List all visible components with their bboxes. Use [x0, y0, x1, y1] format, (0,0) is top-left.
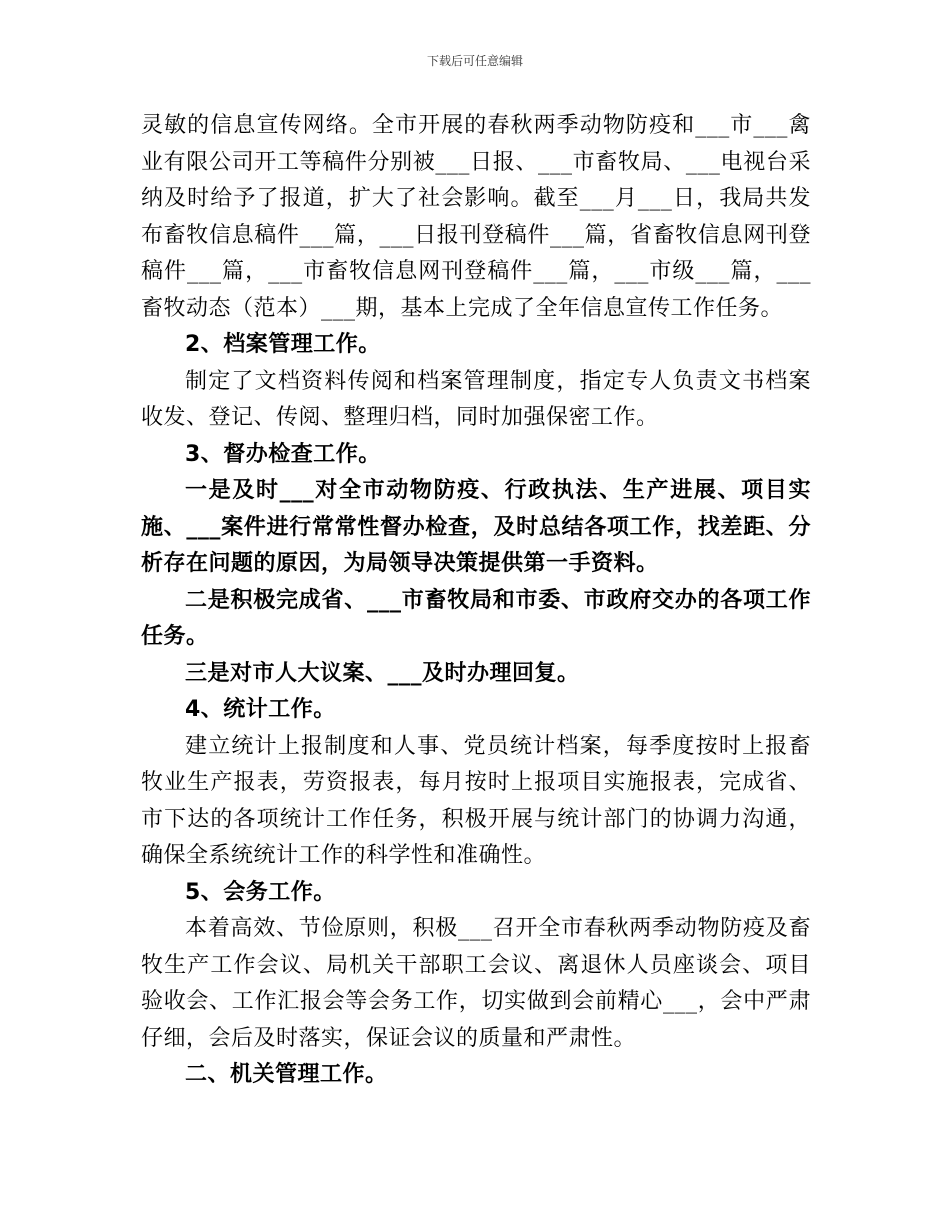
section-heading-statistics: 4、统计工作。: [185, 697, 336, 722]
paragraph-1: 灵敏的信息宣传网络。全市开展的春秋两季动物防疫和___市___禽业有限公司开工等稿件分别被___日报、___市畜牧局、___电视台采纳及时给予了报道，扩大了社会影响。截至___月___日，我局共发布畜牧信息稿件___篇，___日报刊登稿件___篇，省畜牧信息网刊登稿件___篇，___市畜牧信息网刊登稿件___篇，___市级___篇，___畜牧动态（范本）___期，基本上完成了全年信息宣传工作任务。: [141, 113, 811, 321]
paragraph-meetings: 本着高效、节俭原则，积极___召开全市春秋两季动物防疫及畜牧生产工作会议、局机关干部职工会议、离退休人员座谈会、项目验收会、工作汇报会等会务工作，切实做到会前精心___，会中严肃仔细，会后及时落实，保证会议的质量和严肃性。: [141, 916, 811, 1051]
paragraph-statistics: 建立统计上报制度和人事、党员统计档案，每季度按时上报畜牧业生产报表，劳资报表，每月按时上报项目实施报表，完成省、市下达的各项统计工作任务，积极开展与统计部门的协调力沟通，确保全系统统计工作的科学性和准确性。: [141, 733, 811, 868]
document-body: [141, 108, 811, 1094]
paragraph-supervision-3: 三是对市人大议案、___及时办理回复。: [185, 660, 580, 686]
section-heading-supervision: 3、督办检查工作。: [185, 441, 381, 467]
paragraph-supervision-2: 二是积极完成省、___市畜牧局和市委、市政府交办的各项工作任务。: [141, 587, 811, 649]
page-header: 下载后可任意编辑: [426, 54, 523, 68]
paragraph-supervision-1: 一是及时___对全市动物防疫、行政执法、生产进展、项目实施、___案件进行常常性督办检查，及时总结各项工作，找差距、分析存在问题的原因，为局领导决策提供第一手资料。: [141, 478, 811, 576]
section-heading-office-management: 二、机关管理工作。: [185, 1062, 388, 1087]
section-heading-meetings: 5、会务工作。: [185, 879, 336, 905]
paragraph-archives: 制定了文档资料传阅和档案管理制度，指定专人负责文书档案收发、登记、传阅、整理归档，同时加强保密工作。: [141, 368, 811, 430]
section-heading-archives: 2、档案管理工作。: [185, 332, 381, 357]
